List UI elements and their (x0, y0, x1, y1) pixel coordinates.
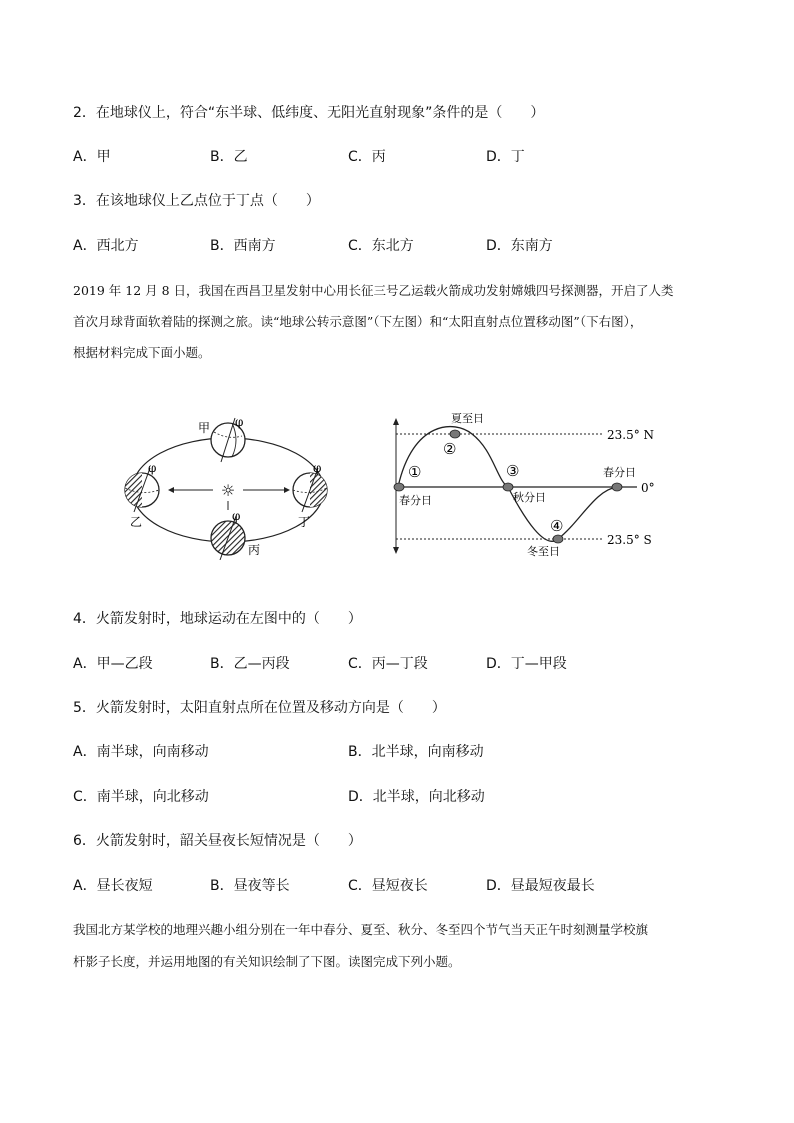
question-5-option-a[interactable]: A．南半球，向南移动 (73, 744, 209, 760)
material-1-line-1: 2019 年 12 月 8 日，我国在西昌卫星发射中心用长征三号乙运载火箭成功发射嫦娥四号探测器，开启了人类 (73, 283, 674, 298)
marker-2: ② (443, 440, 457, 458)
point-spring-equinox-right (612, 483, 622, 491)
question-2-stem: 2．在地球仪上，符合“东半球、低纬度、无阳光直射现象”条件的是（ ） (73, 105, 545, 121)
label-lat-north: 23.5° N (607, 428, 655, 442)
question-3-option-b[interactable]: B．西南方 (210, 238, 276, 254)
point-autumn-equinox (503, 483, 513, 491)
material-2-line-2: 杆影子长度，并运用地图的有关知识绘制了下图。读图完成下列小题。 (73, 954, 461, 969)
marker-1: ① (408, 463, 422, 481)
axis-glyph-bing: φ (232, 509, 241, 523)
question-3-option-a[interactable]: A．西北方 (73, 238, 139, 254)
label-lat-equator: 0° (641, 481, 655, 495)
sun-point-movement-diagram (385, 410, 675, 560)
label-bing: 丙 (248, 543, 261, 557)
question-2-option-c[interactable]: C．丙 (348, 149, 386, 165)
question-6-stem: 6．火箭发射时，韶关昼夜长短情况是（ ） (73, 833, 362, 849)
question-6-option-a[interactable]: A．昼长夜短 (73, 878, 153, 894)
axis-glyph-jia: φ (235, 415, 244, 429)
question-5-option-b[interactable]: B．北半球，向南移动 (348, 744, 484, 760)
axis-glyph-ding: φ (313, 461, 322, 475)
question-6-option-b[interactable]: B．昼夜等长 (210, 878, 290, 894)
label-jia: 甲 (198, 421, 211, 435)
question-5-option-d[interactable]: D．北半球，向北移动 (348, 789, 485, 805)
material-2-line-1: 我国北方某学校的地理兴趣小组分别在一年中春分、夏至、秋分、冬至四个节气当天正午时刻测量学校旗 (73, 922, 649, 937)
earth-position-jia (211, 415, 245, 462)
material-1-line-3: 根据材料完成下面小题。 (73, 345, 211, 360)
question-3-stem: 3．在该地球仪上乙点位于丁点（ ） (73, 193, 320, 209)
question-2-option-a[interactable]: A．甲 (73, 149, 111, 165)
label-spring-equinox-left: 春分日 (399, 494, 432, 507)
marker-4: ④ (550, 517, 564, 535)
question-2-option-b[interactable]: B．乙 (210, 149, 248, 165)
label-summer-solstice: 夏至日 (451, 412, 484, 425)
earth-position-yi (125, 461, 159, 512)
material-1-line-2: 首次月球背面软着陆的探测之旅。读“地球公转示意图”（下左图）和“太阳直射点位置移动图”（下右图）， (73, 314, 643, 329)
question-4-option-c[interactable]: C．丙—丁段 (348, 656, 428, 672)
point-summer-solstice (450, 430, 460, 438)
question-3-option-d[interactable]: D．东南方 (486, 238, 553, 254)
label-autumn-equinox: 秋分日 (513, 491, 546, 504)
label-yi: 乙 (130, 515, 143, 529)
earth-orbit-diagram (110, 410, 350, 560)
label-spring-equinox-right: 春分日 (603, 466, 636, 479)
question-5-option-c[interactable]: C．南半球，向北移动 (73, 789, 209, 805)
question-3-option-c[interactable]: C．东北方 (348, 238, 414, 254)
question-4-option-a[interactable]: A．甲—乙段 (73, 656, 153, 672)
earth-position-ding (293, 461, 327, 512)
axis-glyph-yi: φ (148, 461, 157, 475)
earth-position-bing (211, 509, 245, 560)
point-spring-equinox-left (394, 483, 404, 491)
label-ding: 丁 (298, 515, 311, 529)
label-lat-south: 23.5° S (607, 533, 652, 547)
question-2-option-d[interactable]: D．丁 (486, 149, 525, 165)
question-4-stem: 4．火箭发射时，地球运动在左图中的（ ） (73, 611, 362, 627)
question-6-option-c[interactable]: C．昼短夜长 (348, 878, 428, 894)
marker-3: ③ (506, 462, 520, 480)
question-4-option-b[interactable]: B．乙—丙段 (210, 656, 290, 672)
question-4-option-d[interactable]: D．丁—甲段 (486, 656, 567, 672)
point-winter-solstice (553, 535, 563, 543)
label-winter-solstice: 冬至日 (527, 545, 560, 558)
question-5-stem: 5．火箭发射时，太阳直射点所在位置及移动方向是（ ） (73, 700, 446, 716)
sun-icon: ☼ (220, 481, 236, 500)
question-6-option-d[interactable]: D．昼最短夜最长 (486, 878, 595, 894)
